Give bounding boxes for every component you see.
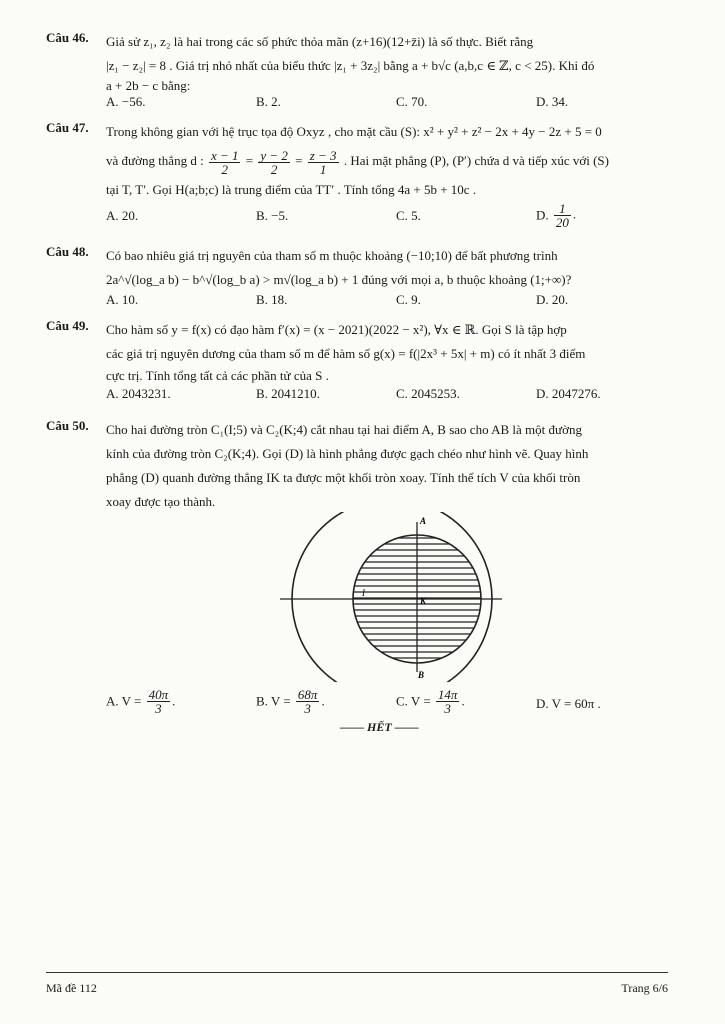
question-label: Câu 49.: [46, 318, 89, 333]
fraction: $\frac{68\pi}{3}$: [297, 687, 318, 716]
option-a: A. 2043231.: [106, 386, 171, 401]
option-d: D. 20.: [536, 292, 569, 307]
answer-options: [106, 94, 696, 114]
answer-options: [106, 202, 696, 232]
question-49: [46, 318, 696, 406]
fraction: $\frac{z - 3}{1}$: [309, 147, 337, 177]
question-label: Câu 47.: [46, 120, 89, 135]
option-c: C. 9.: [396, 292, 421, 307]
option-c: C. 2045253.: [396, 386, 460, 401]
fraction: $\frac{y - 2}{2}$: [260, 147, 288, 177]
option-b: B. −5.: [256, 208, 289, 223]
answer-options: [106, 292, 696, 312]
option-a: A. −56.: [106, 94, 146, 109]
option-b: B. 2.: [256, 94, 281, 109]
question-text-line: a + 2b − c bằng:: [106, 78, 191, 93]
option-c: C. 5.: [396, 208, 421, 223]
question-text-line: phẳng (D) quanh đường thẳng IK ta được một khối tròn xoay. Tính thể tích V của khối tròn: [106, 470, 581, 485]
fraction: $\frac{1}{20}$: [555, 201, 569, 230]
question-46: [46, 30, 696, 114]
option-d: D. $\frac{1}{20}$ .: [536, 201, 577, 230]
option-b: B. 18.: [256, 292, 288, 307]
option-d: D. V = 60π .: [536, 696, 601, 711]
page-footer: [46, 972, 668, 995]
question-text-line: Cho hai đường tròn C₁(I;5) và C₂(K;4) cắt nhau tại hai điểm A, B sao cho AB là một đường: [106, 422, 582, 437]
option-b: B. 2041210.: [256, 386, 320, 401]
question-text-line: và đường thẳng d : $\frac{x - 1}{2}$ = $\frac{y - 2}{2}$ = $\frac{z - 3}{1}$ . Hai mặt phẳng (P), (P′) chứa d và tiếp xúc với (S): [106, 147, 609, 177]
label-b: B: [418, 670, 425, 680]
answer-options: [106, 386, 696, 406]
question-label: Câu 46.: [46, 30, 89, 45]
option-b: B. V = $\frac{68\pi}{3}$ .: [256, 687, 325, 716]
label-k: K: [420, 596, 427, 606]
answer-options-50: [106, 688, 666, 722]
question-50: [46, 418, 696, 514]
question-48: [46, 244, 696, 312]
question-text-line: cực trị. Tính tổng tất cả các phần tử của S .: [106, 368, 329, 383]
fraction: $\frac{14\pi}{3}$: [437, 687, 458, 716]
end-marker: —— HẾT ——: [340, 720, 419, 734]
page-number: Trang 6/6: [621, 981, 668, 995]
question-text-line: Có bao nhiêu giá trị nguyên của tham số m thuộc khoảng (−10;10) để bất phương trình: [106, 248, 558, 263]
option-c: C. 70.: [396, 94, 428, 109]
label-a: A: [420, 516, 427, 526]
option-a: A. V = $\frac{40\pi}{3}$ .: [106, 687, 176, 716]
question-text-line: các giá trị nguyên dương của tham số m để hàm số g(x) = f(|2x³ + 5x| + m) có ít nhất 3 điểm: [106, 346, 586, 361]
label-i: I: [362, 588, 365, 598]
question-text-line: Giả sử z₁, z₂ là hai trong các số phức thỏa mãn (z+16)(12+z̄i) là số thực. Biết rằng: [106, 34, 534, 49]
question-text-line: 2a^√(log_a b) − b^√(log_b a) > m√(log_a b) + 1 đúng với mọi a, b thuộc khoảng (1;+∞)?: [106, 272, 572, 287]
option-a: A. 20.: [106, 208, 139, 223]
option-c: C. V = $\frac{14\pi}{3}$ .: [396, 687, 465, 716]
question-text-line: Cho hàm số y = f(x) có đạo hàm f′(x) = (x − 2021)(2022 − x²), ∀x ∈ ℝ. Gọi S là tập hợp: [106, 322, 567, 337]
question-text-line: xoay được tạo thành.: [106, 494, 216, 509]
fraction: $\frac{x - 1}{2}$: [210, 147, 239, 177]
question-47: [46, 120, 696, 232]
question-text-line: kính của đường tròn C₂(K;4). Gọi (D) là hình phẳng được gạch chéo như hình vẽ. Quay hình: [106, 446, 589, 461]
circle-c1: [292, 512, 492, 682]
fraction: $\frac{40\pi}{3}$: [148, 687, 169, 716]
circles-figure: [270, 512, 510, 682]
option-a: A. 10.: [106, 292, 139, 307]
exam-code: Mã đề 112: [46, 981, 97, 995]
question-text-line: |z₁ − z₂| = 8 . Giá trị nhỏ nhất của biểu thức |z₁ + 3z₂| bằng a + b√c (a,b,c ∈ ℤ, c < 25). Khi đó: [106, 58, 595, 73]
question-label: Câu 50.: [46, 418, 89, 433]
question-label: Câu 48.: [46, 244, 89, 259]
option-d: D. 2047276.: [536, 386, 601, 401]
question-text-line: tại T, T′. Gọi H(a;b;c) là trung điểm của TT′ . Tính tổng 4a + 5b + 10c .: [106, 182, 477, 197]
question-text-line: Trong không gian với hệ trục tọa độ Oxyz , cho mặt cầu (S): x² + y² + z² − 2x + 4y − 2z + 5 = 0: [106, 124, 602, 139]
option-d: D. 34.: [536, 94, 569, 109]
